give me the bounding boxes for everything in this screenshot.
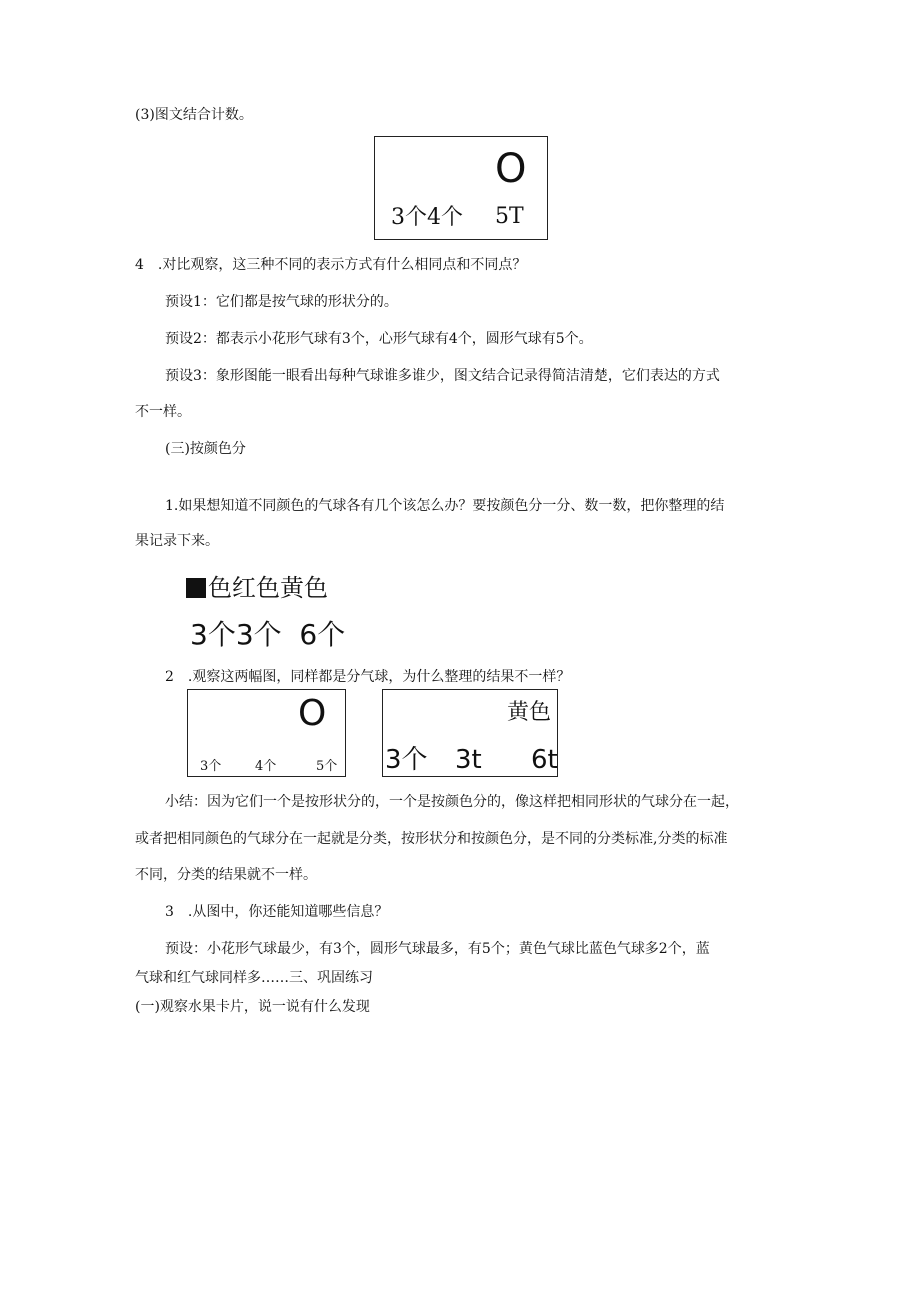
preset-info-line-2: 气球和红气球同样多……三、巩固练习 xyxy=(135,970,373,986)
figure-pictograph-text xyxy=(374,136,548,240)
shape-count-2: 4个 xyxy=(255,759,277,774)
shape-count-1: 3个 xyxy=(200,759,222,774)
item-1-line-2: 果记录下来。 xyxy=(135,533,219,549)
item-3: 3 .从图中，你还能知道哪些信息？ xyxy=(165,904,389,920)
circle-balloon-icon: O xyxy=(495,146,527,192)
preset-1: 预设1：它们都是按气球的形状分的。 xyxy=(165,294,398,310)
figure-count-row: 3个4个 xyxy=(391,205,463,230)
section-heading-3: (3)图文结合计数。 xyxy=(135,107,253,123)
color-label-text: 色红色黄色 xyxy=(208,574,328,602)
figure-by-shape xyxy=(187,689,346,777)
color-record-counts: 3个3个 6个 xyxy=(190,618,346,651)
practice-1: (一)观察水果卡片，说一说有什么发现 xyxy=(135,999,370,1015)
summary-line-1: 小结：因为它们一个是按形状分的，一个是按颜色分的，像这样把相同形状的气球分在一起， xyxy=(165,794,739,810)
yellow-color-label: 黄色 xyxy=(507,700,552,725)
color-record-labels xyxy=(186,573,328,603)
preset-3-line-2: 不一样。 xyxy=(135,404,191,420)
color-count-2: 3t xyxy=(455,745,482,775)
summary-line-3: 不同，分类的结果就不一样。 xyxy=(135,867,317,883)
heading-by-color: (三)按颜色分 xyxy=(165,441,246,457)
color-count-3: 6t xyxy=(531,745,558,775)
preset-2: 预设2：都表示小花形气球有3个，心形气球有4个，圆形气球有5个。 xyxy=(165,331,593,347)
preset-info-line-1: 预设：小花形气球最少，有3个，圆形气球最多，有5个；黄色气球比蓝色气球多2个，蓝 xyxy=(165,941,710,957)
black-square-icon xyxy=(186,578,206,598)
figure-by-color xyxy=(382,689,558,777)
item-1-line-1: 1.如果想知道不同颜色的气球各有几个该怎么办？要按颜色分一分、数一数，把你整理的结 xyxy=(165,498,725,514)
figure-count-last: 5T xyxy=(495,204,524,229)
preset-3-line-1: 预设3：象形图能一眼看出每种气球谁多谁少，图文结合记录得简洁清楚，它们表达的方式 xyxy=(165,368,720,384)
color-count-1: 3个 xyxy=(385,745,428,775)
circle-balloon-icon: O xyxy=(298,693,327,734)
shape-count-3: 5个 xyxy=(316,759,338,774)
item-2: 2 .观察这两幅图，同样都是分气球，为什么整理的结果不一样？ xyxy=(165,669,571,685)
summary-line-2: 或者把相同颜色的气球分在一起就是分类，按形状分和按颜色分，是不同的分类标准,分类的标准 xyxy=(135,831,728,847)
question-4: 4 .对比观察，这三种不同的表示方式有什么相同点和不同点？ xyxy=(135,257,527,273)
